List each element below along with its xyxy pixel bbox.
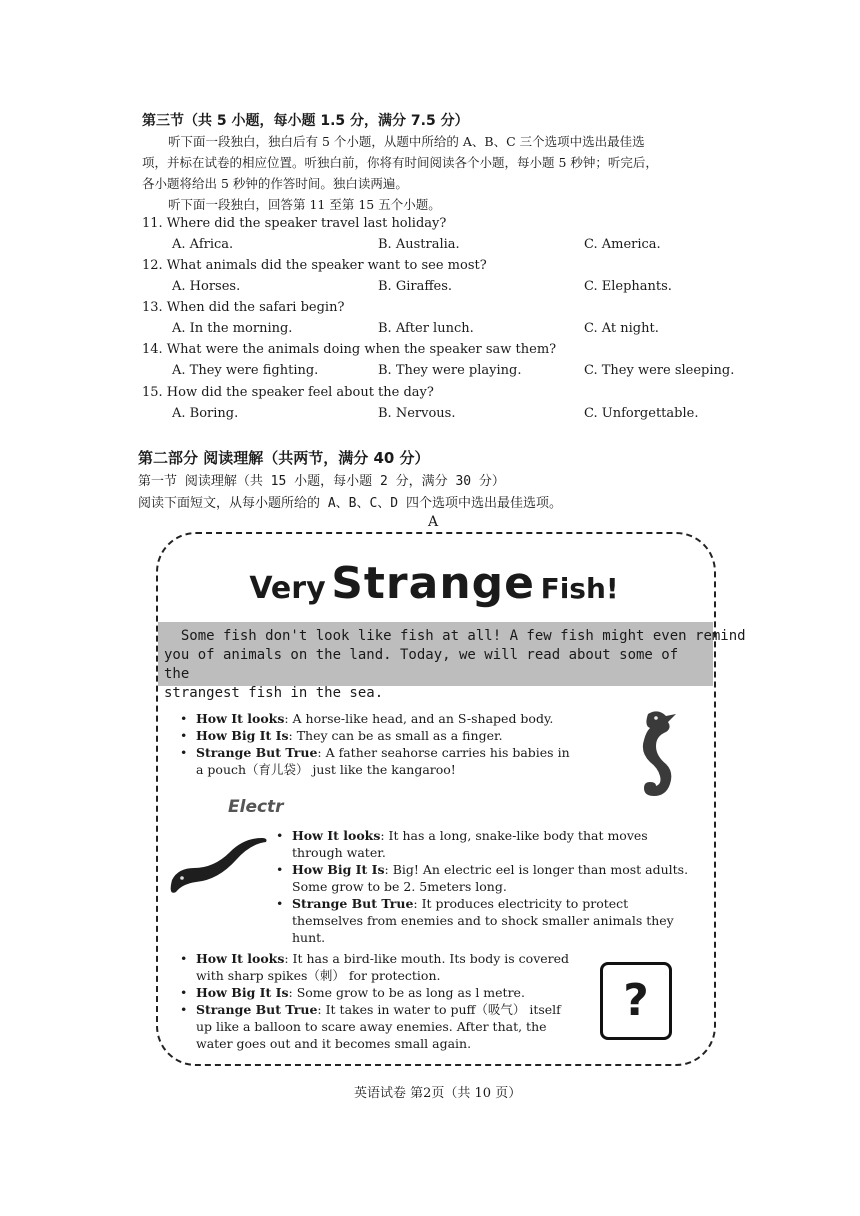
title-word-fish: Fish! — [540, 572, 619, 605]
question-13: 13. When did the safari begin? — [142, 300, 345, 315]
instruction-line-3: 各小题将给出 5 秒钟的作答时间。独白读两遍。 — [142, 176, 408, 191]
q15-option-c: C. Unforgettable. — [584, 406, 699, 421]
q12-option-a: A. Horses. — [172, 279, 241, 294]
eel-heading: Electr — [228, 797, 284, 817]
fact-item: • How Big It Is: Big! An electric eel is longer than most adults. Some grow to be 2. 5meters long. — [272, 861, 702, 895]
q11-option-c: C. America. — [584, 237, 661, 252]
mystery-fish-box: ? — [600, 962, 672, 1040]
q12-option-c: C. Elephants. — [584, 279, 672, 294]
fact-item: • How It looks: A horse-like head, and an S-shaped body. — [176, 710, 576, 727]
fact-item: • How It looks: It has a long, snake-like body that moves through water. — [272, 827, 702, 861]
instruction-line-1: 听下面一段独白，独白后有 5 个小题，从题中所给的 A、B、C 三个选项中选出最佳选 — [168, 134, 645, 149]
q15-option-b: B. Nervous. — [378, 406, 456, 421]
article-intro — [158, 622, 746, 701]
fact-item: • Strange But True: A father seahorse carries his babies in a pouch（育儿袋） just like the kangaroo! — [176, 744, 576, 778]
instruction-line-2: 项，并标在试卷的相应位置。听独白前，你将有时间阅读各个小题，每小题 5 秒钟；听完后， — [142, 155, 658, 170]
q13-option-c: C. At night. — [584, 321, 659, 336]
section3-title: 第三节（共 5 小题，每小题 1.5 分，满分 7.5 分） — [142, 113, 469, 129]
fact-item: • How It looks: It has a bird-like mouth. Its body is covered with sharp spikes（刺） for protection. — [176, 950, 576, 984]
article-title — [156, 558, 712, 609]
q15-option-a: A. Boring. — [172, 406, 239, 421]
fact-item: • Strange But True: It takes in water to puff（吸气） itself up like a balloon to scare away enemies. After that, the water goes out and it becomes small again. — [176, 1001, 576, 1052]
title-word-very: Very — [249, 571, 326, 606]
fact-item: • How Big It Is: Some grow to be as long as l metre. — [176, 984, 576, 1001]
intro-line: you of animals on the land. Today, we will read about some of the — [164, 647, 679, 682]
question-12: 12. What animals did the speaker want to see most? — [142, 258, 487, 273]
q14-option-b: B. They were playing. — [378, 363, 522, 378]
seahorse-image — [618, 708, 680, 800]
part2-direction: 阅读下面短文，从每小题所给的 A、B、C、D 四个选项中选出最佳选项。 — [138, 496, 562, 511]
question-15: 15. How did the speaker feel about the day? — [142, 385, 434, 400]
q11-option-a: A. Africa. — [172, 237, 234, 252]
eel-facts — [272, 827, 702, 946]
q14-option-a: A. They were fighting. — [172, 363, 319, 378]
seahorse-facts — [176, 710, 576, 778]
q13-option-b: B. After lunch. — [378, 321, 474, 336]
q14-option-c: C. They were sleeping. — [584, 363, 735, 378]
q12-option-b: B. Giraffes. — [378, 279, 453, 294]
instruction-line-4: 听下面一段独白，回答第 11 至第 15 五个小题。 — [168, 197, 441, 212]
question-14: 14. What were the animals doing when the speaker saw them? — [142, 342, 557, 357]
intro-line: Some fish don't look like fish at all! A few fish might even remind — [164, 628, 746, 644]
part2-title: 第二部分 阅读理解（共两节，满分 40 分） — [138, 449, 430, 467]
intro-line: strangest fish in the sea. — [164, 685, 384, 701]
puffer-facts — [176, 950, 576, 1052]
passage-letter: A — [428, 514, 439, 530]
fact-item: • Strange But True: It produces electricity to protect themselves from enemies and to shock smaller animals they hunt. — [272, 895, 702, 946]
fact-item: • How Big It Is: They can be as small as a finger. — [176, 727, 576, 744]
eel-image — [168, 832, 270, 898]
q13-option-a: A. In the morning. — [172, 321, 293, 336]
page-footer: 英语试卷 第2页（共 10 页） — [354, 1086, 522, 1101]
q11-option-b: B. Australia. — [378, 237, 460, 252]
title-word-strange: Strange — [331, 558, 535, 609]
question-11: 11. Where did the speaker travel last holiday? — [142, 216, 447, 231]
part2-subtitle: 第一节 阅读理解（共 15 小题，每小题 2 分，满分 30 分） — [138, 474, 505, 489]
